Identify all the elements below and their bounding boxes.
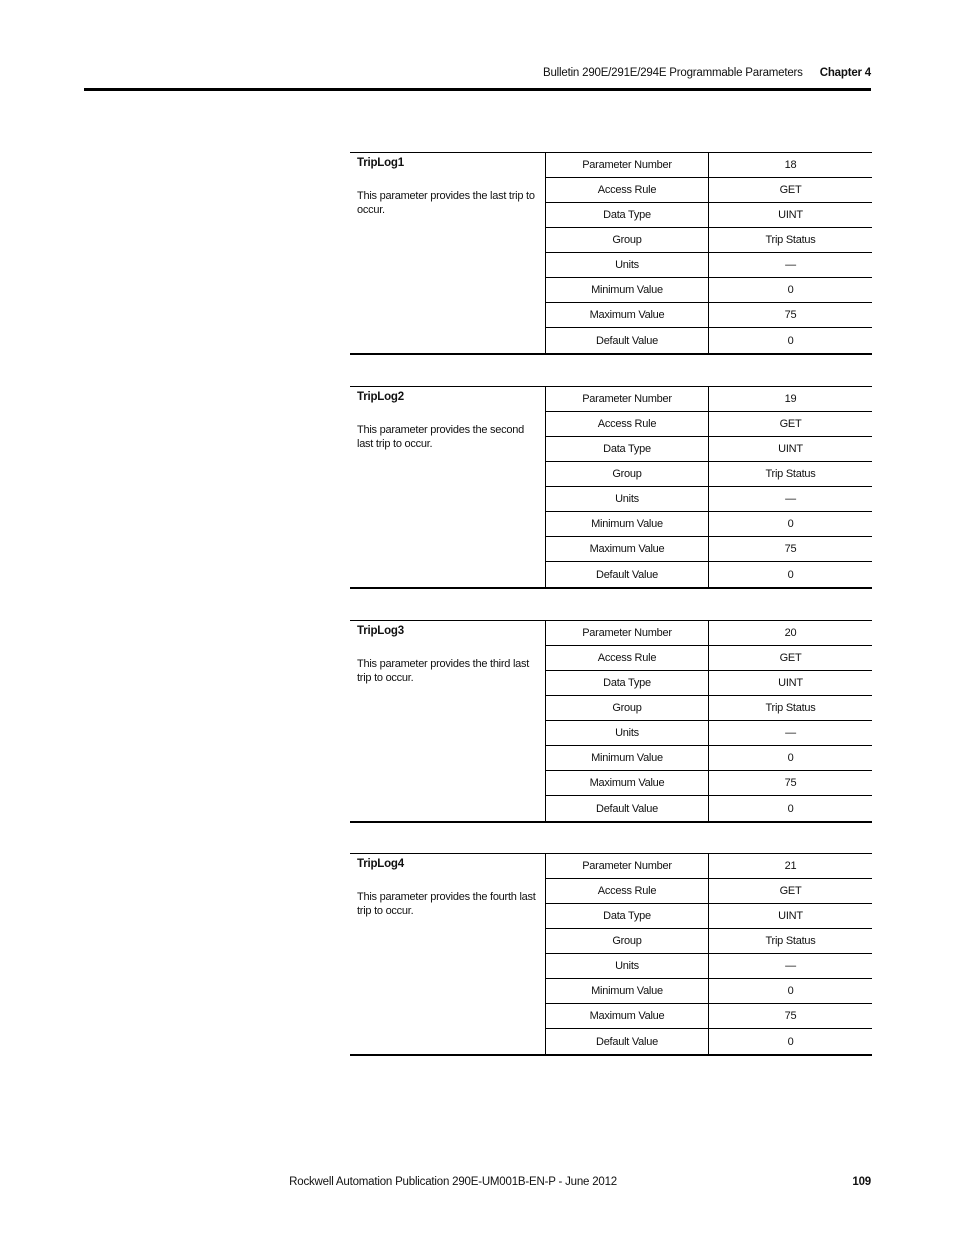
row-value: Trip Status: [765, 702, 816, 714]
footer-publication: Rockwell Automation Publication 290E-UM001B-EN-P - June 2012: [289, 1176, 617, 1188]
row-label: Group: [546, 929, 709, 953]
row-label: Maximum Value: [546, 537, 709, 561]
parameter-description-cell: [350, 621, 546, 821]
table-row: [546, 621, 872, 646]
row-value: UINT: [778, 443, 803, 455]
table-row: [546, 954, 872, 979]
row-label: Data Type: [546, 904, 709, 928]
parameter-name: TripLog2: [357, 391, 404, 403]
parameter-table: [546, 854, 872, 1054]
table-row: [546, 696, 872, 721]
row-label: Units: [546, 253, 709, 277]
row-value: —: [785, 259, 796, 271]
parameter-table: [546, 387, 872, 587]
table-row: [546, 671, 872, 696]
row-label: Access Rule: [546, 879, 709, 903]
row-label: Maximum Value: [546, 771, 709, 795]
parameter-description-cell: [350, 153, 546, 353]
parameter-table: [546, 153, 872, 353]
row-value: 18: [784, 159, 797, 171]
row-label: Units: [546, 954, 709, 978]
header-text: [543, 67, 871, 79]
row-value: 0: [787, 568, 794, 581]
row-label: Parameter Number: [546, 387, 709, 411]
row-value: UINT: [778, 677, 803, 689]
row-label: Parameter Number: [546, 621, 709, 645]
row-label: Maximum Value: [546, 1004, 709, 1028]
table-row: [546, 796, 872, 821]
row-label: Units: [546, 487, 709, 511]
table-row: [546, 537, 872, 562]
table-row: [546, 979, 872, 1004]
row-label: Data Type: [546, 437, 709, 461]
row-value: 0: [787, 284, 794, 296]
table-row: [546, 1004, 872, 1029]
row-label: Group: [546, 696, 709, 720]
parameter-block: [350, 853, 872, 1056]
row-label: Minimum Value: [546, 512, 709, 536]
row-label: Maximum Value: [546, 303, 709, 327]
table-row: [546, 462, 872, 487]
table-row: [546, 746, 872, 771]
parameter-block: [350, 386, 872, 589]
row-value: 0: [787, 752, 794, 764]
table-row: [546, 303, 872, 328]
row-label: Default Value: [546, 562, 709, 587]
parameter-name: TripLog4: [357, 858, 404, 870]
table-row: [546, 854, 872, 879]
row-value: —: [785, 493, 796, 505]
parameter-description: This parameter provides the fourth last trip to occur.: [357, 891, 536, 917]
row-label: Default Value: [546, 1029, 709, 1054]
row-label: Parameter Number: [546, 153, 709, 177]
row-value: 0: [787, 985, 794, 997]
row-label: Default Value: [546, 796, 709, 821]
parameter-block: [350, 152, 872, 355]
row-value: GET: [779, 418, 802, 430]
parameter-name: TripLog3: [357, 625, 404, 637]
row-value: 0: [787, 1035, 794, 1048]
row-label: Minimum Value: [546, 746, 709, 770]
table-row: [546, 1029, 872, 1054]
parameter-description-cell: [350, 387, 546, 587]
table-row: [546, 879, 872, 904]
row-label: Access Rule: [546, 412, 709, 436]
row-value: 0: [787, 334, 794, 347]
row-label: Data Type: [546, 203, 709, 227]
page-footer: [84, 1176, 871, 1190]
row-label: Minimum Value: [546, 979, 709, 1003]
row-value: GET: [779, 885, 802, 897]
header-title: Bulletin 290E/291E/294E Programmable Parameters: [543, 67, 803, 79]
parameter-table: [546, 621, 872, 821]
row-value: 19: [784, 393, 797, 405]
table-row: [546, 771, 872, 796]
page-number: 109: [852, 1176, 871, 1188]
row-label: Units: [546, 721, 709, 745]
row-value: 75: [784, 543, 797, 555]
parameter-name: TripLog1: [357, 157, 404, 169]
row-value: Trip Status: [765, 935, 816, 947]
table-row: [546, 203, 872, 228]
row-value: GET: [779, 184, 802, 196]
row-value: —: [785, 960, 796, 972]
table-row: [546, 487, 872, 512]
table-row: [546, 929, 872, 954]
row-label: Parameter Number: [546, 854, 709, 878]
parameter-description: This parameter provides the third last trip to occur.: [357, 658, 530, 684]
row-value: GET: [779, 652, 802, 664]
row-label: Data Type: [546, 671, 709, 695]
table-row: [546, 328, 872, 353]
row-label: Access Rule: [546, 178, 709, 202]
parameter-description: This parameter provides the last trip to occur.: [357, 190, 535, 216]
parameter-description: This parameter provides the second last trip to occur.: [357, 424, 524, 450]
header-chapter: Chapter 4: [819, 67, 871, 79]
row-value: 21: [784, 860, 797, 872]
table-row: [546, 437, 872, 462]
table-row: [546, 904, 872, 929]
table-row: [546, 178, 872, 203]
table-row: [546, 412, 872, 437]
row-label: Minimum Value: [546, 278, 709, 302]
table-row: [546, 253, 872, 278]
table-row: [546, 228, 872, 253]
row-value: 0: [787, 518, 794, 530]
parameter-description-cell: [350, 854, 546, 1054]
row-value: —: [785, 727, 796, 739]
table-row: [546, 562, 872, 587]
row-value: UINT: [778, 209, 803, 221]
parameter-block: [350, 620, 872, 823]
row-value: 0: [787, 802, 794, 815]
page-header: [84, 0, 871, 91]
row-value: Trip Status: [765, 468, 816, 480]
row-value: 75: [784, 309, 797, 321]
table-row: [546, 278, 872, 303]
table-row: [546, 387, 872, 412]
row-value: 75: [784, 777, 797, 789]
table-row: [546, 646, 872, 671]
row-label: Default Value: [546, 328, 709, 353]
row-label: Group: [546, 228, 709, 252]
row-label: Access Rule: [546, 646, 709, 670]
row-value: Trip Status: [765, 234, 816, 246]
table-row: [546, 153, 872, 178]
row-value: 75: [784, 1010, 797, 1022]
row-value: 20: [784, 627, 797, 639]
table-row: [546, 512, 872, 537]
table-row: [546, 721, 872, 746]
row-label: Group: [546, 462, 709, 486]
row-value: UINT: [778, 910, 803, 922]
